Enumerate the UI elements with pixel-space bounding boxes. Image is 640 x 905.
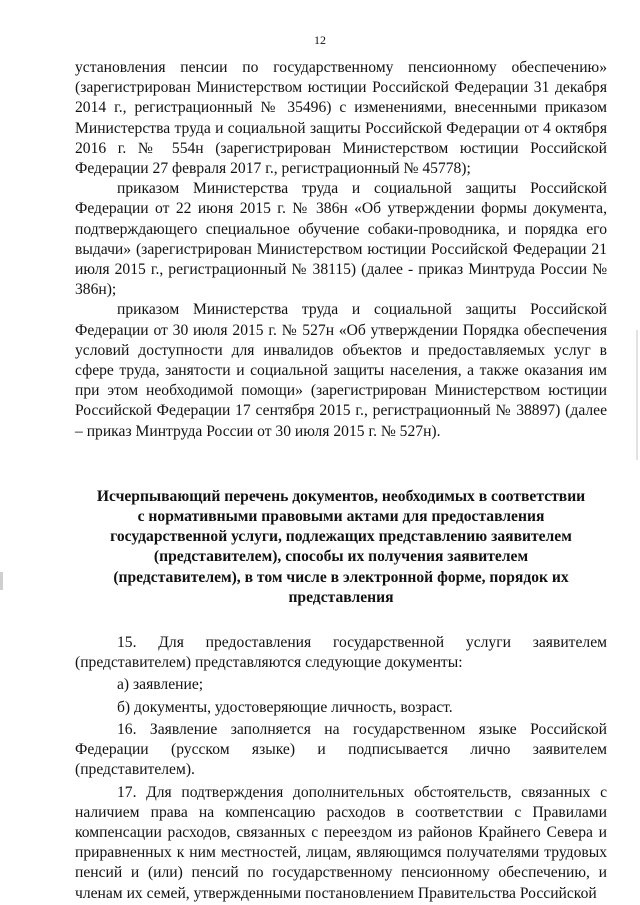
page-number: 12 [314, 33, 326, 47]
document-body [75, 58, 607, 904]
list-item-b: б) документы, удостоверяющие личность, возраст. [117, 698, 453, 716]
paragraph-order-527n: приказом Министерства труда и социальной защиты Российской Федерации от 30 июля 2015 г. № 527н «Об утверждении Порядка обеспечения условий доступности для инвалидов объектов и предоставляемых услуг в сфере труда, занятости и социальной защиты населения, а также оказания им при этом необходимой помощи» (зарегистрирован Министерством юстиции Российской Федерации 17 сентября 2015 г., регистрационный № 38897) (далее – приказ Минтруда России от 30 июля 2015 г. № 527н). [75, 301, 607, 440]
section-heading: Исчерпывающий перечень документов, необходимых в соответствии с нормативными правовыми актами для предоставления государственной услуги, подлежащих представлению заявителем (представителем), способы их получения заявителем (представителем), в том числе в электронной форме, порядок их представления [96, 487, 586, 606]
list-item-a: а) заявление; [117, 676, 204, 694]
paragraph-order-386n: приказом Министерства труда и социальной защиты Российской Федерации от 22 июня 2015 г. № 386н «Об утверждении формы документа, подтверждающего специальное обучение собаки-проводника, и порядка его выдачи» (зарегистрирован Министерством юстиции Российской Федерации 21 июля 2015 г., регистрационный № 38115) (далее - приказ Минтруда России № 386н); [75, 180, 607, 299]
paragraph-item-17: 17. Для подтверждения дополнительных обстоятельств, связанных с наличием права на компенсацию расходов в соответствии с Правилами компенсации расходов, связанных с переездом из районов Крайнего Севера и приравненных к ним местностей, лицам, являющимся получателями трудовых пенсий и (или) пенсий по государственному пенсионному обеспечению, и членам их семей, утвержденными постановлением Правительства Российской [75, 783, 607, 902]
scan-edge-mark [0, 572, 3, 590]
paragraph-continuation: установления пенсии по государственному пенсионному обеспечению» (зарегистрирован Министерством юстиции Российской Федерации 31 декабря 2014 г., регистрационный № 35496) с изменениями, внесенными приказом Министерства труда и социальной защиты Российской Федерации от 4 октября 2016 г. № 554н (зарегистрирован Министерством юстиции Российской Федерации 27 февраля 2017 г., регистрационный № 45778); [75, 59, 607, 178]
paragraph-item-16: 16. Заявление заполняется на государственном языке Российской Федерации (русском языке) и подписывается лично заявителем (представителем). [75, 720, 607, 779]
paragraph-item-15: 15. Для предоставления государственной услуги заявителем (представителем) представляются следующие документы: [75, 634, 607, 672]
scan-edge-mark-right [636, 330, 638, 460]
